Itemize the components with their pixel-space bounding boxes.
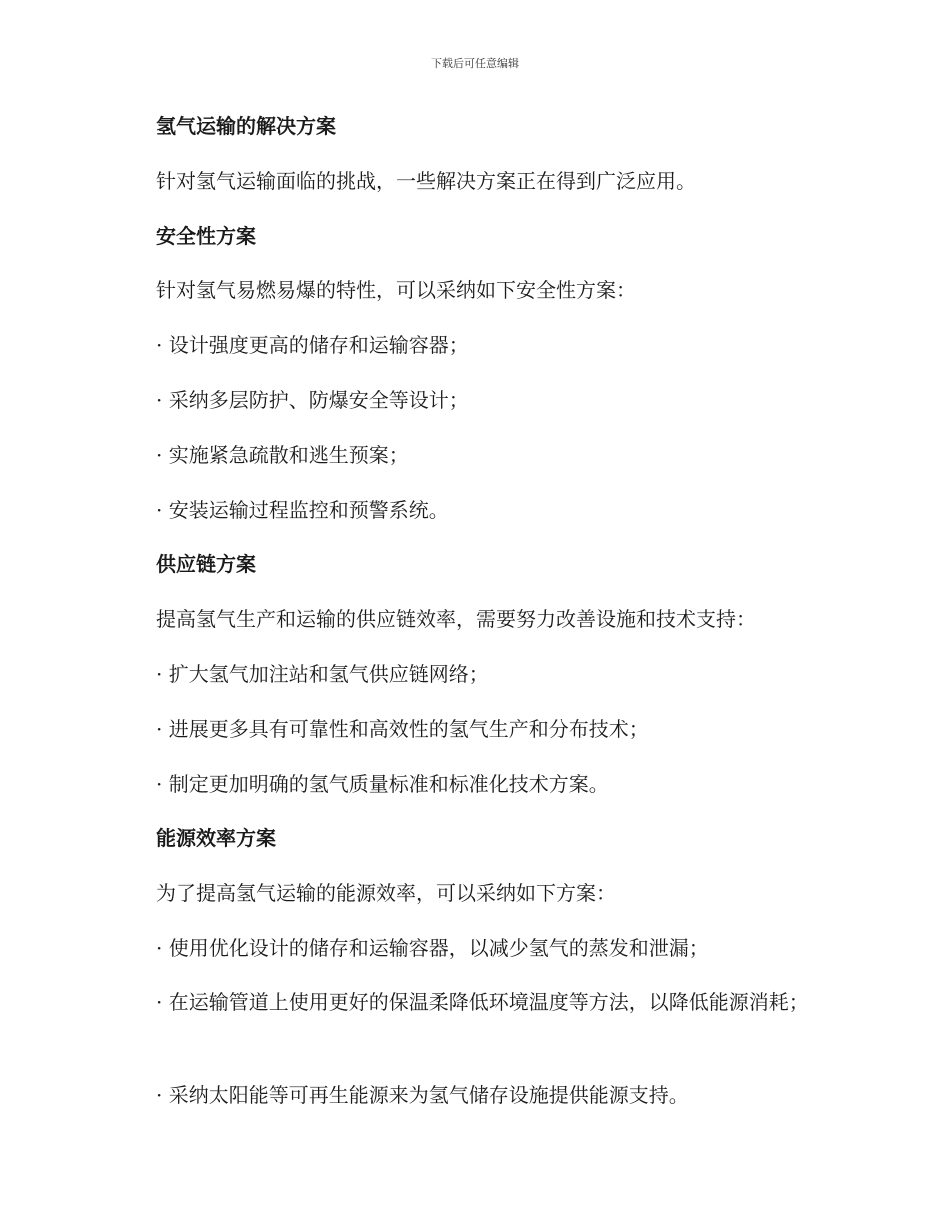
section-heading: 供应链方案 <box>156 552 256 577</box>
paragraph: 为了提高氢气运输的能源效率，可以采纳如下方案： <box>156 881 616 906</box>
list-item: · 使用优化设计的储存和运输容器，以减少氢气的蒸发和泄漏； <box>156 935 709 960</box>
section-heading: 能源效率方案 <box>156 826 276 851</box>
list-item: · 安装运输过程监控和预警系统。 <box>156 497 449 522</box>
paragraph: 提高氢气生产和运输的供应链效率，需要努力改善设施和技术支持： <box>156 607 756 632</box>
section-heading: 安全性方案 <box>156 223 256 248</box>
list-item: · 采纳太阳能等可再生能源来为氢气储存设施提供能源支持。 <box>156 1082 689 1107</box>
list-item: · 设计强度更高的储存和运输容器； <box>156 333 469 358</box>
list-item: · 在运输管道上使用更好的保温柔降低环境温度等方法，以降低能源消耗； <box>156 989 809 1014</box>
list-item: · 制定更加明确的氢气质量标准和标准化技术方案。 <box>156 771 609 796</box>
list-item: · 实施紧急疏散和逃生预案； <box>156 442 409 467</box>
section-heading: 氢气运输的解决方案 <box>156 114 336 138</box>
list-item: · 采纳多层防护、防爆安全等设计； <box>156 387 469 412</box>
paragraph: 针对氢气运输面临的挑战，一些解决方案正在得到广泛应用。 <box>156 168 696 193</box>
list-item: · 进展更多具有可靠性和高效性的氢气生产和分布技术； <box>156 716 649 741</box>
document-body <box>112 108 824 1132</box>
list-item: · 扩大氢气加注站和氢气供应链网络； <box>156 661 489 686</box>
paragraph: 针对氢气易燃易爆的特性，可以采纳如下安全性方案： <box>156 278 636 303</box>
page-header: 下载后可任意编辑 <box>431 57 519 70</box>
